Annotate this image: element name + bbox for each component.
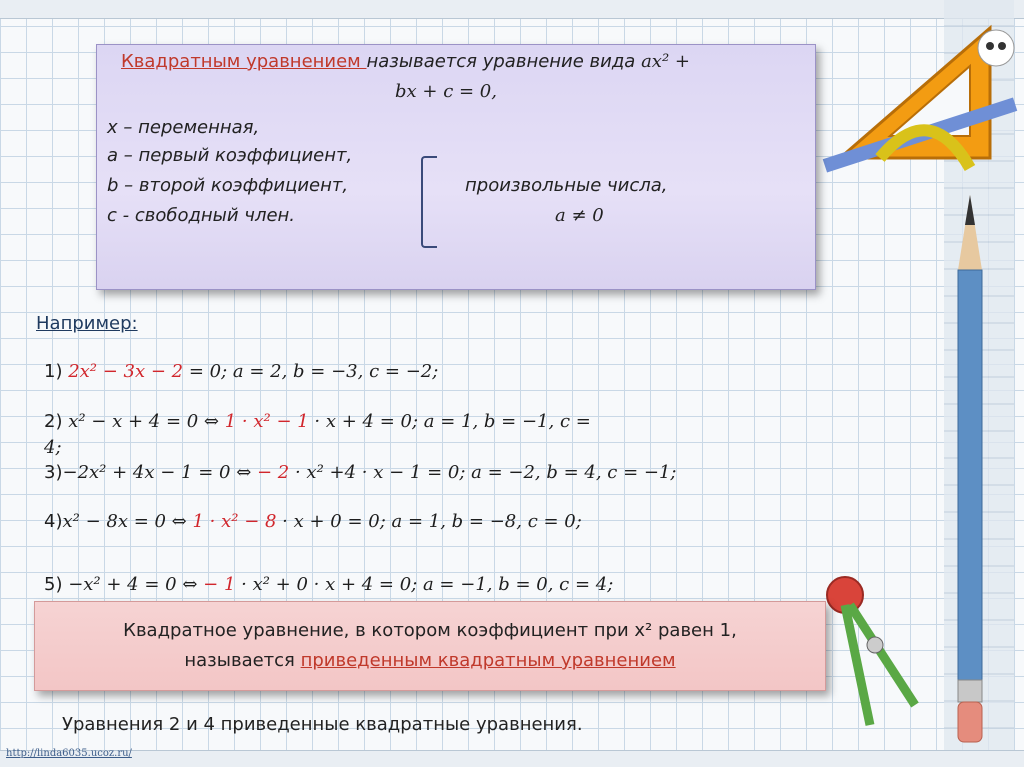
definition-box [96, 44, 816, 290]
example-5 [44, 574, 613, 595]
note-line-2 [35, 650, 825, 671]
example-equation: x² − 8x = 0 ⇔ [62, 511, 193, 532]
example-overflow-text: 4; [44, 437, 62, 458]
example-coefficients: · x + 4 = 0; a = 1, b = −1, c = [308, 411, 591, 432]
example-highlight: 1 · x² − 8 [192, 511, 277, 532]
variable-x: x – переменная, [107, 117, 260, 138]
example-highlight: − 2 [257, 462, 290, 483]
example-equation: 2x² − 3x − 2 [68, 361, 184, 382]
example-number: 4) [44, 511, 63, 532]
a-not-zero: a ≠ 0 [555, 205, 604, 226]
example-2 [44, 411, 591, 432]
examples-label: Например: [36, 313, 138, 334]
example-number: 1) [44, 361, 69, 382]
definition-formula-end: bx + c = 0, [395, 81, 497, 102]
triangle-ruler-icon [820, 8, 1020, 198]
example-equation: −2x² + 4x − 1 = 0 ⇔ [62, 462, 257, 483]
example-3 [44, 462, 677, 483]
bottom-frame [0, 750, 1024, 767]
reduced-equation-term: приведенным квадратным уравнением [300, 650, 676, 671]
example-coefficients: · x² + 0 · x + 4 = 0; a = −1, b = 0, c = 4; [235, 574, 614, 595]
example-equation: −x² + 4 = 0 ⇔ [68, 574, 204, 595]
example-coefficients: · x² +4 · x − 1 = 0; a = −2, b = 4, c = −1; [289, 462, 677, 483]
example-2-overflow [44, 437, 62, 458]
example-1 [44, 361, 438, 382]
example-4 [44, 511, 582, 532]
coefficient-a: a – первый коэффициент, [107, 145, 353, 166]
example-coefficients: · x + 0 = 0; a = 1, b = −8, c = 0; [276, 511, 582, 532]
example-highlight: − 1 [203, 574, 236, 595]
coefficient-c: с - свободный член. [107, 205, 296, 226]
pencil-icon [940, 190, 1000, 750]
definition-text: называется уравнение вида [366, 51, 642, 72]
example-number: 5) [44, 574, 69, 595]
example-coefficients: = 0; a = 2, b = −3, c = −2; [183, 361, 439, 382]
conclusion-text: Уравнения 2 и 4 приведенные квадратные уравнения. [62, 714, 583, 735]
note-line-1: Квадратное уравнение, в котором коэффициент при x² равен 1, [123, 620, 737, 641]
reduced-equation-note [34, 601, 826, 691]
definition-title [121, 51, 690, 72]
coefficient-b: b – второй коэффициент, [107, 175, 349, 196]
brace-bracket [421, 156, 437, 248]
example-equation: x² − x + 4 = 0 ⇔ [68, 411, 225, 432]
note-prefix: называется [184, 650, 301, 671]
definition-term: Квадратным уравнением [121, 51, 367, 72]
example-number: 2) [44, 411, 69, 432]
definition-formula: ax² + [641, 51, 690, 72]
compass-icon [815, 565, 925, 735]
source-link[interactable]: http://linda6035.ucoz.ru/ [6, 748, 132, 759]
example-number: 3) [44, 462, 63, 483]
arbitrary-numbers-note: произвольные числа, [465, 175, 668, 196]
example-highlight: 1 · x² − 1 [224, 411, 309, 432]
